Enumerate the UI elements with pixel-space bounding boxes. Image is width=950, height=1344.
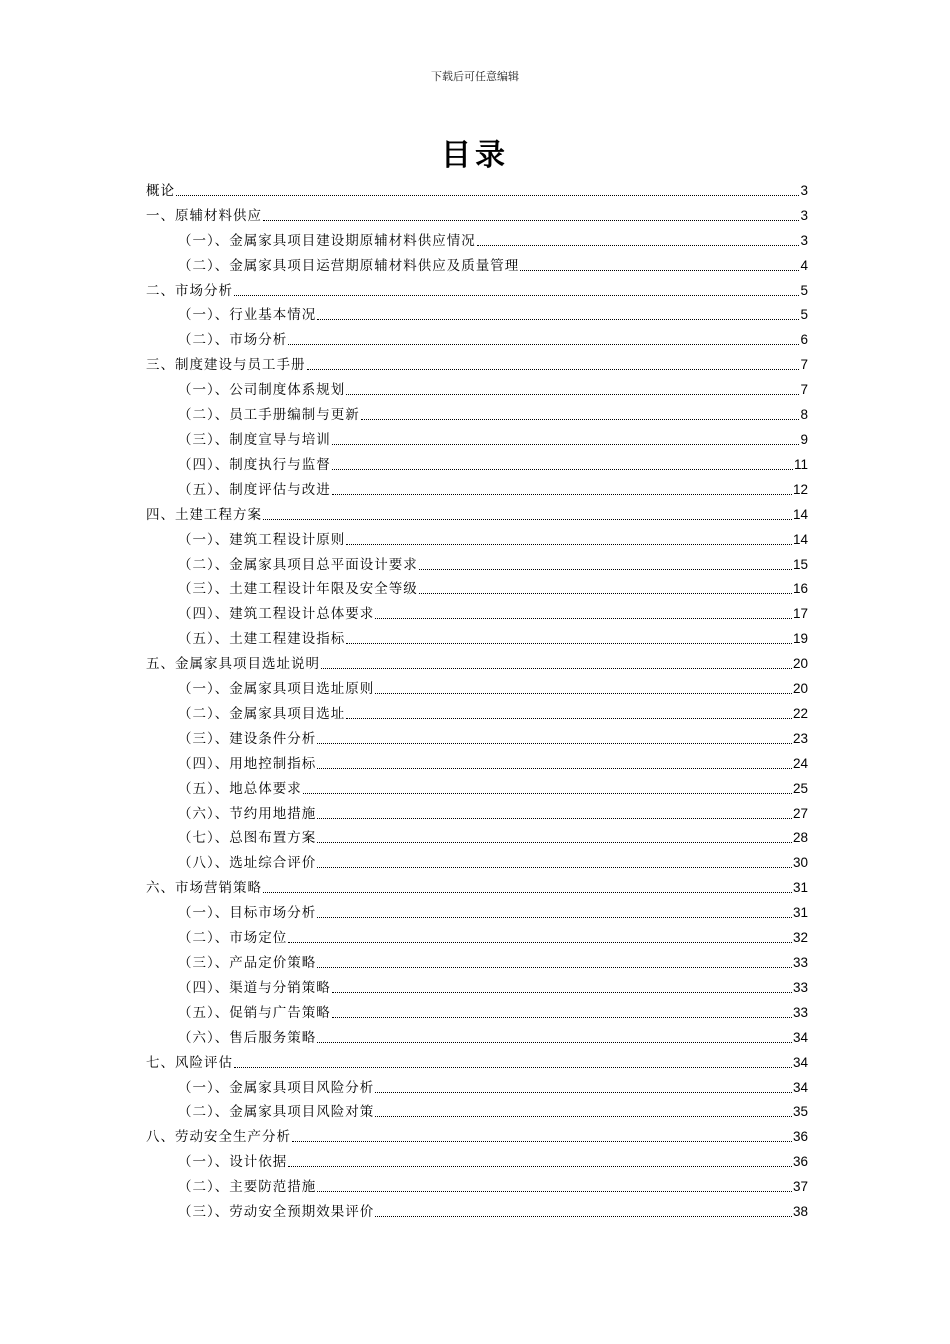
toc-entry-page: 20 (792, 681, 808, 697)
toc-entry-page: 23 (792, 730, 808, 746)
toc-dot-leader (375, 1092, 792, 1093)
toc-entry[interactable] (146, 1022, 808, 1047)
toc-entry[interactable] (146, 524, 808, 549)
toc-entry[interactable] (146, 823, 808, 848)
toc-entry-label: （二）、金属家具项目选址 (178, 705, 346, 722)
toc-entry-label: （八）、选址综合评价 (178, 855, 317, 872)
toc-entry-label: （六）、节约用地措施 (178, 805, 317, 822)
toc-entry-page: 6 (800, 332, 808, 348)
toc-entry-page: 7 (800, 382, 808, 398)
toc-entry-page: 25 (792, 780, 808, 796)
toc-entry-label: （七）、总图布置方案 (178, 830, 317, 847)
toc-entry-label: 三、制度建设与员工手册 (146, 357, 306, 374)
toc-entry-label: （四）、建筑工程设计总体要求 (178, 606, 375, 623)
toc-entry[interactable] (146, 175, 808, 200)
toc-dot-leader (317, 867, 792, 868)
toc-dot-leader (303, 793, 792, 794)
toc-entry-label: （一）、金属家具项目风险分析 (178, 1079, 375, 1096)
toc-entry[interactable] (146, 399, 808, 424)
toc-entry-page: 7 (800, 357, 808, 373)
toc-entry[interactable] (146, 623, 808, 648)
toc-entry-page: 31 (792, 880, 808, 896)
page-title: 目录 (441, 138, 509, 173)
toc-entry-page: 5 (800, 307, 808, 323)
toc-entry[interactable] (146, 349, 808, 374)
toc-dot-leader (375, 618, 792, 619)
toc-entry-page: 33 (792, 955, 808, 970)
toc-entry-page: 3 (800, 232, 808, 248)
toc-dot-leader (346, 718, 792, 719)
toc-entry[interactable] (146, 997, 808, 1022)
toc-entry-label: （三）、制度宣导与培训 (178, 431, 331, 448)
toc-dot-leader (317, 1191, 792, 1192)
toc-entry-label: （二）、金属家具项目风险对策 (178, 1104, 375, 1121)
toc-entry[interactable] (146, 1196, 808, 1221)
toc-entry-page: 34 (792, 1079, 808, 1095)
toc-dot-leader (234, 295, 799, 296)
toc-entry-page: 9 (800, 431, 808, 447)
toc-dot-leader (263, 519, 792, 520)
toc-entry-label: 四、土建工程方案 (146, 506, 262, 523)
toc-entry-label: 概论 (146, 182, 175, 199)
toc-entry-page: 3 (800, 207, 808, 223)
toc-entry-page: 36 (792, 1129, 808, 1145)
toc-entry[interactable] (146, 723, 808, 748)
toc-entry-label: 二、市场分析 (146, 282, 233, 299)
toc-entry-page: 11 (793, 456, 808, 472)
toc-entry-label: （五）、土建工程建设指标 (178, 631, 346, 648)
toc-dot-leader (332, 469, 793, 470)
toc-entry-label: （一）、公司制度体系规划 (178, 382, 346, 399)
toc-entry-label: 七、风险评估 (146, 1054, 233, 1071)
toc-entry-label: （二）、员工手册编制与更新 (178, 407, 360, 424)
toc-entry[interactable] (146, 1121, 808, 1146)
toc-entry-label: （一）、金属家具项目选址原则 (178, 681, 375, 698)
toc-entry-page: 16 (792, 581, 808, 597)
toc-dot-leader (292, 1141, 792, 1142)
toc-dot-leader (332, 992, 792, 993)
toc-entry-page: 22 (792, 705, 808, 721)
toc-entry-label: （二）、主要防范措施 (178, 1179, 317, 1196)
toc-dot-leader (234, 1067, 792, 1068)
toc-entry[interactable] (146, 1097, 808, 1122)
toc-dot-leader (263, 892, 792, 893)
toc-entry-label: （四）、用地控制指标 (178, 755, 317, 772)
toc-entry-label: （一）、设计依据 (178, 1154, 288, 1171)
toc-dot-leader (317, 743, 792, 744)
toc-entry-page: 15 (792, 556, 808, 572)
toc-dot-leader (317, 917, 792, 918)
toc-entry[interactable] (146, 250, 808, 275)
toc-entry-label: 六、市场营销策略 (146, 880, 262, 897)
toc-entry-page: 31 (792, 905, 808, 921)
toc-entry[interactable] (146, 897, 808, 922)
toc-entry-page: 24 (792, 755, 808, 771)
toc-entry[interactable] (146, 922, 808, 947)
toc-entry-page: 4 (800, 257, 808, 273)
toc-dot-leader (346, 544, 792, 545)
toc-entry[interactable] (146, 574, 808, 599)
toc-dot-leader (317, 768, 792, 769)
toc-dot-leader (419, 569, 792, 570)
toc-dot-leader (375, 1116, 792, 1117)
toc-entry[interactable] (146, 424, 808, 449)
toc-entry-page: 30 (792, 855, 808, 871)
toc-dot-leader (263, 220, 799, 221)
toc-entry-label: （五）、促销与广告策略 (178, 1004, 331, 1021)
toc-dot-leader (332, 494, 792, 495)
toc-entry-page: 35 (792, 1104, 808, 1120)
toc-entry-page: 19 (792, 631, 808, 647)
toc-entry[interactable] (146, 648, 808, 673)
toc-entry-label: （二）、市场定位 (178, 930, 288, 947)
toc-dot-leader (332, 444, 800, 445)
toc-entry[interactable] (146, 275, 808, 300)
toc-entry-page: 32 (792, 930, 808, 946)
toc-entry-label: （一）、目标市场分析 (178, 905, 317, 922)
toc-entry-page: 12 (792, 481, 808, 497)
toc-dot-leader (419, 593, 792, 594)
toc-dot-leader (288, 1166, 792, 1167)
toc-entry-label: （六）、售后服务策略 (178, 1029, 317, 1046)
toc-entry[interactable] (146, 474, 808, 499)
table-of-contents (146, 175, 808, 1221)
toc-dot-leader (520, 270, 799, 271)
toc-entry[interactable] (146, 1171, 808, 1196)
toc-entry[interactable] (146, 847, 808, 872)
toc-entry-page: 34 (792, 1029, 808, 1045)
toc-dot-leader (361, 419, 800, 420)
toc-dot-leader (317, 842, 792, 843)
toc-entry[interactable] (146, 798, 808, 823)
toc-entry-page: 17 (792, 606, 808, 622)
toc-entry-page: 5 (800, 282, 808, 298)
toc-dot-leader (317, 319, 799, 320)
toc-dot-leader (346, 394, 799, 395)
toc-entry[interactable] (146, 225, 808, 250)
toc-entry-label: （一）、金属家具项目建设期原辅材料供应情况 (178, 232, 476, 249)
toc-dot-leader (375, 1216, 792, 1217)
toc-entry-label: （一）、行业基本情况 (178, 307, 317, 324)
toc-entry[interactable] (146, 549, 808, 574)
toc-entry-page: 27 (792, 805, 808, 821)
toc-entry-page: 20 (792, 656, 808, 672)
toc-entry-label: （五）、制度评估与改进 (178, 481, 331, 498)
toc-entry-label: （四）、制度执行与监督 (178, 456, 331, 473)
toc-entry-page: 34 (792, 1054, 808, 1070)
toc-entry-page: 14 (792, 506, 808, 522)
toc-entry-label: （三）、产品定价策略 (178, 955, 317, 971)
toc-entry-page: 8 (800, 407, 808, 423)
toc-dot-leader (332, 1017, 792, 1018)
toc-entry-label: （二）、金属家具项目总平面设计要求 (178, 556, 418, 573)
toc-entry-page: 3 (800, 182, 808, 198)
toc-entry[interactable] (146, 947, 808, 972)
toc-entry[interactable] (146, 1146, 808, 1171)
toc-dot-leader (477, 245, 800, 246)
toc-entry[interactable] (146, 598, 808, 623)
toc-dot-leader (375, 693, 792, 694)
toc-entry[interactable] (146, 972, 808, 997)
toc-entry-page: 33 (792, 1004, 808, 1020)
toc-entry-label: （五）、地总体要求 (178, 780, 302, 797)
toc-entry[interactable] (146, 324, 808, 349)
toc-entry[interactable] (146, 374, 808, 399)
toc-dot-leader (317, 1042, 792, 1043)
toc-entry[interactable] (146, 200, 808, 225)
toc-entry[interactable] (146, 300, 808, 325)
toc-entry[interactable] (146, 773, 808, 798)
toc-entry-page: 38 (792, 1204, 808, 1220)
toc-entry-page: 14 (792, 531, 808, 547)
toc-entry-label: （二）、金属家具项目运营期原辅材料供应及质量管理 (178, 257, 520, 274)
toc-entry-page: 37 (792, 1179, 808, 1195)
toc-entry[interactable] (146, 748, 808, 773)
toc-entry-label: 一、原辅材料供应 (146, 207, 262, 224)
toc-entry-label: （二）、市场分析 (178, 332, 288, 349)
toc-entry[interactable] (146, 499, 808, 524)
toc-entry-label: （三）、劳动安全预期效果评价 (178, 1204, 375, 1221)
toc-entry[interactable] (146, 872, 808, 897)
toc-entry-label: 五、金属家具项目选址说明 (146, 656, 320, 673)
toc-entry[interactable] (146, 673, 808, 698)
toc-entry-label: 八、劳动安全生产分析 (146, 1129, 291, 1146)
toc-dot-leader (307, 369, 800, 370)
header-note: 下载后可任意编辑 (431, 70, 519, 83)
toc-dot-leader (288, 344, 799, 345)
toc-entry-label: （一）、建筑工程设计原则 (178, 531, 346, 548)
toc-dot-leader (321, 668, 792, 669)
toc-entry[interactable] (146, 1047, 808, 1072)
toc-dot-leader (288, 942, 792, 943)
toc-entry-label: （四）、渠道与分销策略 (178, 979, 331, 996)
toc-dot-leader (317, 818, 792, 819)
toc-entry-label: （三）、土建工程设计年限及安全等级 (178, 581, 418, 598)
toc-entry-label: （三）、建设条件分析 (178, 730, 317, 747)
toc-entry[interactable] (146, 698, 808, 723)
toc-entry[interactable] (146, 449, 808, 474)
toc-entry-page: 33 (792, 979, 808, 995)
toc-dot-leader (317, 967, 792, 968)
toc-entry[interactable] (146, 1072, 808, 1097)
toc-dot-leader (346, 643, 792, 644)
toc-entry-page: 36 (792, 1154, 808, 1170)
toc-dot-leader (176, 195, 799, 196)
toc-entry-page: 28 (792, 830, 808, 846)
